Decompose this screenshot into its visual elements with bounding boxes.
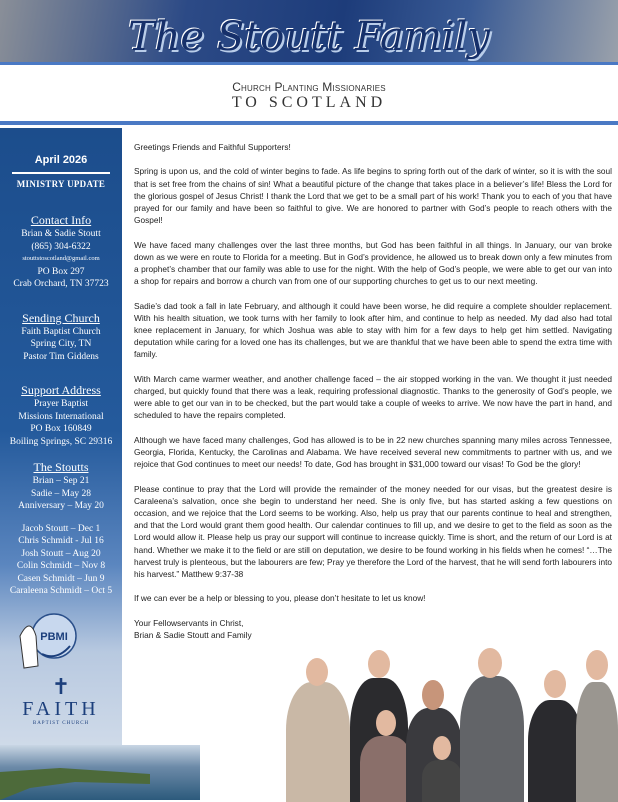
contact-po-box: PO Box 297	[37, 266, 85, 277]
pbmi-logo	[12, 606, 82, 676]
cross-icon: ✝	[51, 674, 71, 699]
letter-paragraph: Please continue to pray that the Lord will provide the remainder of the money needed for our visas, but the greatest desire is Caraleena’s salvation, once she begin to understand her need. She is only five, but has started asking a few questions on occasion, and we rejoice that the Lord seems to be working. Also, help us pray that our parents continue to heal and strengthen, and that the Lord would grant them good health. Our calendar continues to fill up, and we desire to get to the field as soon as the Lord would allow it. Please help us pray our support will continue to increase quickly. Time is short, and the return of our Lord is at hand. Whether we make it to the field or are still on deputation, we desire to be found working in his fields when he comes! “…The harvest truly is plenteous, but the labourers are few; Pray ye therefore the Lord of the harvest, that he will send forth labourers into his harvest.” Matthew 9:37-38	[134, 483, 612, 580]
closing: Your Fellowservants in Christ,	[134, 617, 244, 628]
svg-text:PBMI: PBMI	[40, 631, 68, 643]
birthday-line: Sadie – May 28	[31, 488, 91, 499]
contact-email[interactable]: stouttstoscotland@gmail.com	[22, 255, 100, 262]
family-photo	[282, 640, 618, 800]
letter-paragraph: We have faced many challenges over the last three months, but God has been faithful in all things. In January, our van broke down as we were en route to Florida for a meeting. But in God’s providence, he allowed us to break down only a few minutes from a prophet’s chamber that our family was able to use for the night. With the help of God’s people, we were able to get our van into a shop for repairs and borrow a church van from one of our supporting churches to get us to our next meeting.	[134, 239, 612, 287]
letter-paragraph: Sadie’s dad took a fall in late February, and although it could have been worse, he did require a complete shoulder replacement. With his health situation, we took turns with her family to look after him, and continue to help as needed. My dad also had total knee replacement in January, for which Joshua was able to stay with him for a few days to help get him settled. Navigating deputation while caring for a loved one has its challenges, but we are thankful that we have been able to spend the extra time with family.	[134, 300, 612, 360]
family-heading: The Stoutts	[33, 460, 89, 474]
contact-name: Brian & Sadie Stoutt	[21, 229, 101, 239]
signature: Brian & Sadie Stoutt and Family	[134, 630, 252, 640]
contact-city: Crab Orchard, TN 37723	[13, 279, 109, 289]
newsletter-subtitle: Church Planting Missionaries	[232, 80, 386, 94]
support-address-line: Boiling Springs, SC 29316	[9, 436, 113, 447]
divider	[12, 172, 110, 174]
birthday-line: Jacob Stoutt – Dec 1	[21, 523, 101, 534]
sending-church-line: Spring City, TN	[30, 339, 92, 349]
letter-paragraph: With March came warmer weather, and another challenge faced – the air stopped working in the van. We thought it just needed charged, but quickly found that there was a leak, requiring professional diagnostic. Thanks to the generosity of God’s people, we were able to get our van in to be checked, but the part would take a couple of weeks to arrive. We now have the part in hand, and scheduled to have the repairs completed.	[134, 373, 612, 421]
header-divider	[0, 62, 618, 65]
birthday-line: Chris Schmidt - Jul 16	[18, 536, 104, 546]
sending-church-line: Pastor Tim Giddens	[23, 351, 99, 362]
issue-type: MINISTRY UPDATE	[16, 179, 106, 189]
sidebar	[0, 128, 122, 800]
support-address-line: PO Box 160849	[30, 424, 92, 434]
newsletter-title: The Stoutt Family	[127, 14, 490, 60]
contact-phone: (865) 304-6322	[31, 241, 91, 252]
letter-paragraph: Although we have faced many challenges, God has allowed is to be in 22 new churches spanning many miles across Tennessee, Georgia, Florida, Kentucky, the Carolinas and Alabama. We have received several new commitments to partner with us, and we rejoice that God continues to meet our needs! To date, God has brought in $31,000 toward our visas! To God be the glory!	[134, 434, 612, 470]
header-divider	[0, 121, 618, 125]
birthday-line: Colin Schmidt – Nov 8	[16, 561, 106, 571]
letter-paragraph: If we can ever be a help or blessing to you, please don’t hesitate to let us know!	[134, 593, 426, 604]
issue-date: April 2026	[34, 154, 88, 166]
letterhead	[0, 0, 618, 128]
faith-baptist-logo	[0, 676, 122, 726]
birthday-line: Casen Schmidt – Jun 9	[17, 573, 105, 584]
anniversary-line: Anniversary – May 20	[18, 501, 104, 511]
support-address-line: Missions International	[18, 411, 104, 422]
contact-heading: Contact Info	[30, 213, 92, 227]
sending-church-line: Faith Baptist Church	[21, 326, 101, 337]
birthday-line: Josh Stoutt – Aug 20	[21, 548, 101, 559]
faith-logo-word: FAITH	[22, 698, 100, 720]
letter-body	[134, 141, 612, 641]
faith-logo-subtitle: BAPTIST CHURCH	[32, 721, 90, 726]
birthday-line: Caraleena Schmidt – Oct 5	[9, 586, 113, 596]
birthday-line: Brian – Sep 21	[32, 476, 90, 486]
support-address-heading: Support Address	[21, 383, 101, 397]
sending-church-heading: Sending Church	[22, 310, 100, 325]
letter-paragraph: Spring is upon us, and the cold of winter begins to fade. As life begins to spring forth out of the dark of winter, so it is with the soul that is set free from the chains of sin! What a beautiful picture of the change that takes place in a believer’s life! Bless the Lord for the glorious gospel of Jesus Christ! I thank the Lord that we get to be a small part of his work! Thank you to each of you that have prayed for our family and have been so faithful to give. We are honored to partner with God’s people to reach others with the Gospel!	[134, 166, 612, 226]
support-address-line: Prayer Baptist	[33, 399, 89, 409]
newsletter-destination: TO SCOTLAND	[231, 94, 387, 111]
greeting: Greetings Friends and Faithful Supporters!	[134, 142, 291, 152]
